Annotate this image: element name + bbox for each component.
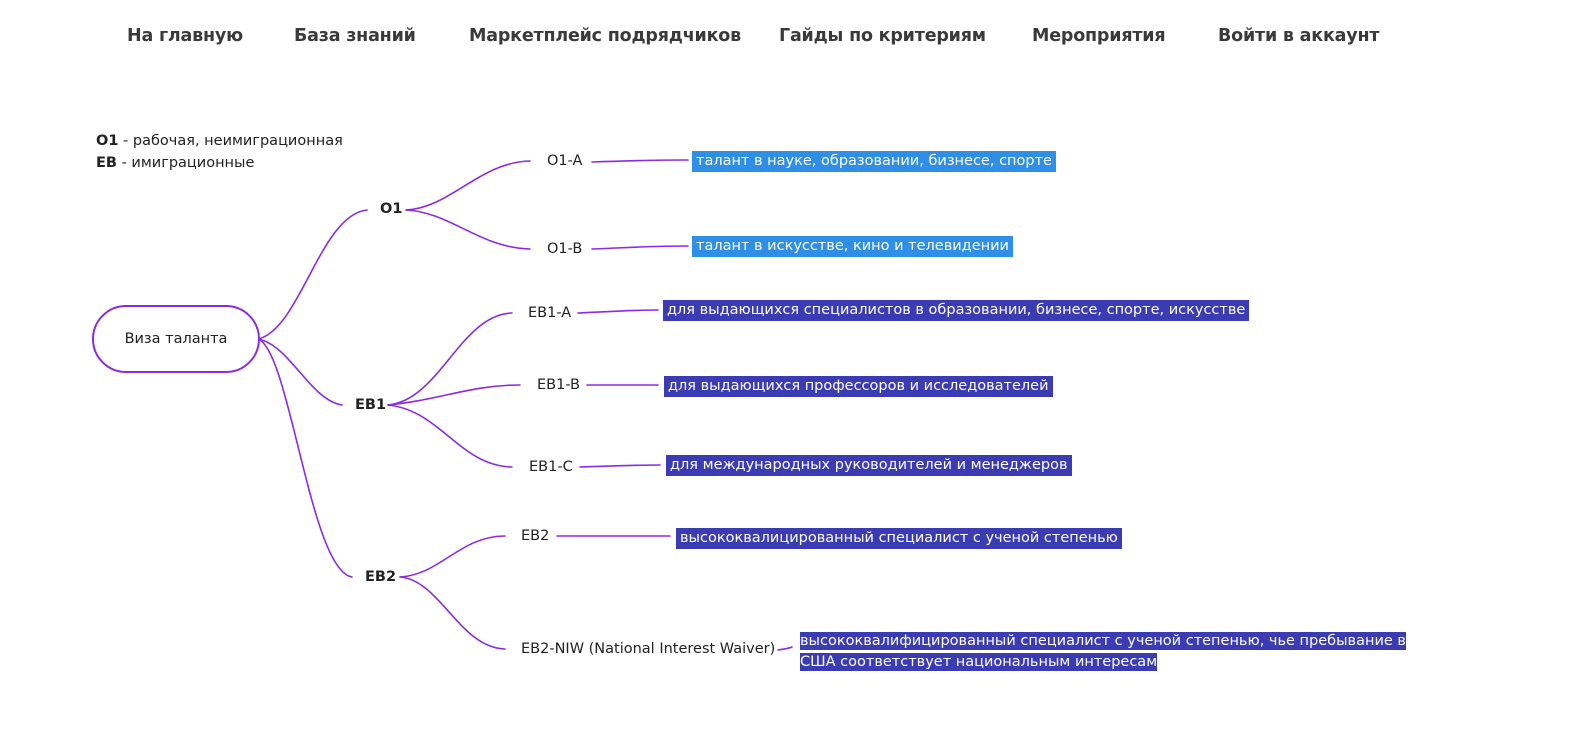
desc-eb2: высококвалицированный специалист с ученой степенью [676,528,1122,549]
leaf-node-eb1b: EB1-B [537,377,580,393]
connector-o1-o1a [406,161,530,210]
nav-marketplace-link[interactable]: Маркетплейс подрядчиков [469,26,741,46]
nav-home-link[interactable]: На главную [127,26,243,46]
desc-eb2niw [800,631,1440,673]
legend-eb-key: EB [96,155,117,171]
desc-eb1a: для выдающихся специалистов в образовании, бизнесе, спорте, искусстве [663,300,1249,321]
connector-o1b-desc [592,246,688,249]
connector-eb1-eb1b [388,385,520,405]
connector-root-eb2 [258,339,352,577]
connector-eb2-eb2 [400,536,505,577]
nav-events-link[interactable]: Мероприятия [1032,26,1166,46]
desc-eb1b: для выдающихся профессоров и исследователей [664,376,1053,397]
connector-o1-o1b [406,210,530,249]
root-node-talent-visa: Виза таланта [92,305,260,373]
branch-node-o1: O1 [380,201,403,217]
leaf-node-o1a: O1-A [547,153,583,169]
desc-eb1c: для международных руководителей и менеджеров [666,455,1072,476]
nav-login-link[interactable]: Войти в аккаунт [1218,26,1380,46]
desc-o1b: талант в искусстве, кино и телевидении [692,236,1013,257]
nav-knowledge-base-link[interactable]: База знаний [294,26,416,46]
leaf-node-eb1a: EB1-A [528,305,572,321]
nav-guides-link[interactable]: Гайды по критериям [779,26,986,46]
connector-root-o1 [258,210,367,339]
desc-o1a: талант в науке, образовании, бизнесе, спорте [692,151,1056,172]
connector-root-eb1 [258,339,342,405]
branch-node-eb2: EB2 [365,569,397,585]
leaf-node-eb2: EB2 [521,528,550,544]
connector-o1a-desc [592,160,688,162]
connector-eb1a-desc [578,310,658,313]
legend-o1-text: - рабочая, неимиграционная [118,133,343,149]
connector-eb2-eb2niw [400,577,505,649]
connector-eb1-eb1c [388,405,512,467]
connector-eb2niw-desc [778,647,792,650]
desc-eb2niw-text: высококвалифицированный специалист с ученой степенью, чье пребывание в США соответствует национальным интересам [800,633,1406,670]
connector-eb1c-desc [580,465,660,467]
branch-node-eb1: EB1 [355,397,387,413]
leaf-node-eb2niw: EB2-NIW (National Interest Waiver) [521,641,776,657]
legend-eb-text: - имиграционные [116,155,255,171]
leaf-node-eb1c: EB1-C [529,459,573,475]
legend-o1-key: O1 [96,133,119,149]
connector-eb1-eb1a [388,313,512,405]
leaf-node-o1b: O1-B [547,241,583,257]
